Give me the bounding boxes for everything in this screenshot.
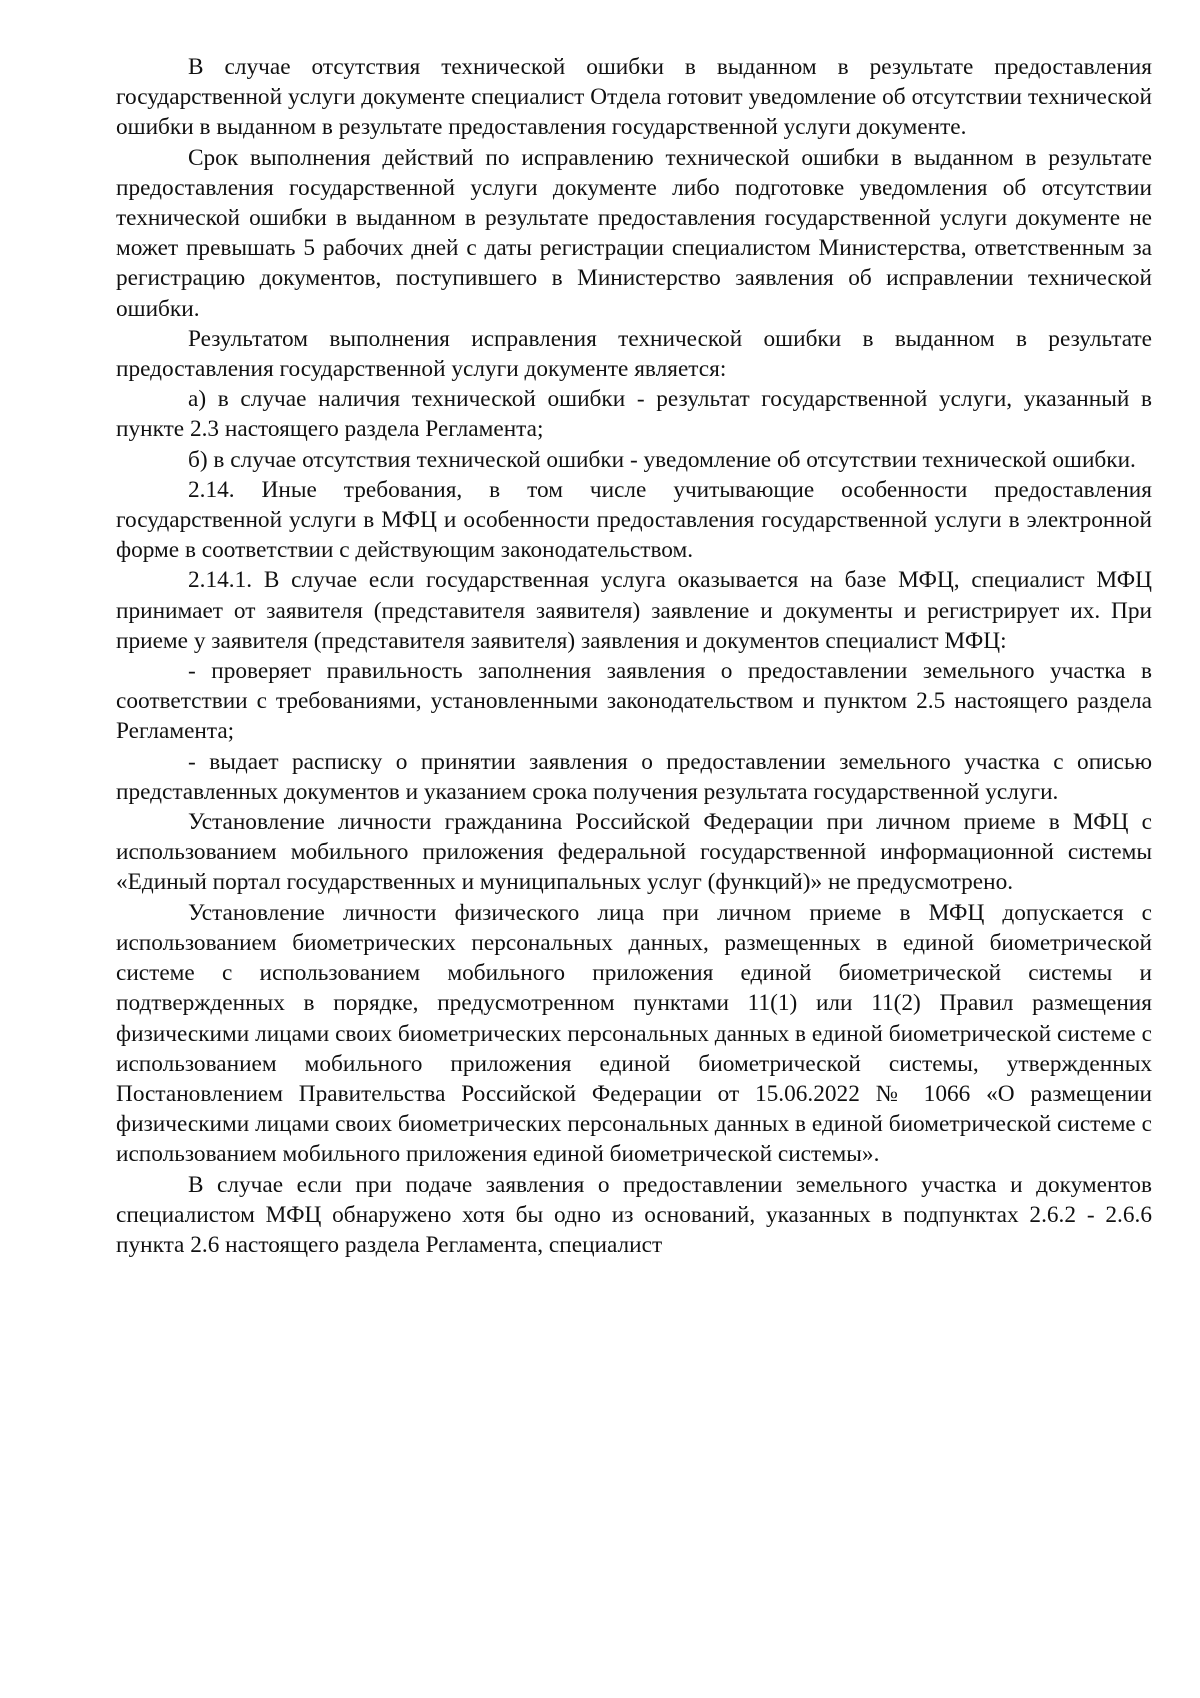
paragraph-grounds-found: В случае если при подаче заявления о предоставлении земельного участка и документов специалистом МФЦ обнаружено хотя бы одно из оснований, указанных в подпунктах 2.6.2 - 2.6.6 пункта 2.6 настоящего раздела Регламента, специалист [116,1171,1152,1258]
paragraph-item-a: а) в случае наличия технической ошибки - результат государственной услуги, указанный в пункте 2.3 настоящего раздела Регламента; [116,386,1152,443]
paragraph-item-b: б) в случае отсутствия технической ошибки - уведомление об отсутствии технической ошибки. [188,446,1136,473]
paragraph-no-error-notice: В случае отсутствия технической ошибки в выданном в результате предоставления государственной услуги документе специалист Отдела готовит уведомление об отсутствии технической ошибки в выданном в результате предоставления государственной услуги документе. [116,54,1152,141]
document-body [116,52,1152,1260]
paragraph-identity-portal: Установление личности гражданина Российской Федерации при личном приеме в МФЦ с использованием мобильного приложения федеральной государственной информационной системы «Единый портал государственных и муниципальных услуг (функций)» не предусмотрено. [116,809,1152,896]
paragraph-bullet-check: - проверяет правильность заполнения заявления о предоставлении земельного участка в соответствии с требованиями, установленными законодательством и пунктом 2.5 настоящего раздела Регламента; [116,658,1152,745]
paragraph-bullet-receipt: - выдает расписку о принятии заявления о предоставлении земельного участка с описью представленных документов и указанием срока получения результата государственной услуги. [116,748,1152,805]
paragraph-correction-deadline: Срок выполнения действий по исправлению технической ошибки в выданном в результате предоставления государственной услуги документе либо подготовке уведомления об отсутствии технической ошибки в выданном в результате предоставления государственной услуги документе не может превышать 5 рабочих дней с даты регистрации специалистом Министерства, ответственным за регистрацию документов, поступившего в Министерство заявления об исправлении технической ошибки. [116,144,1152,322]
paragraph-identity-biometric: Установление личности физического лица при личном приеме в МФЦ допускается с использованием биометрических персональных данных, размещенных в единой биометрической системе с использованием мобильного приложения единой биометрической системы и подтвержденных в порядке, предусмотренном пунктами 11(1) или 11(2) Правил размещения физическими лицами своих биометрических персональных данных в единой биометрической системе с использованием мобильного приложения единой биометрической системы, утвержденных Постановлением Правительства Российской Федерации от 15.06.2022 № 1066 «О размещении физическими лицами своих биометрических персональных данных в единой биометрической системе с использованием мобильного приложения единой биометрической системы». [116,899,1152,1168]
paragraph-section-2-14-1: 2.14.1. В случае если государственная услуга оказывается на базе МФЦ, специалист МФЦ принимает от заявителя (представителя заявителя) заявление и документы и регистрирует их. При приеме у заявителя (представителя заявителя) заявления и документов специалист МФЦ: [116,567,1152,654]
paragraph-section-2-14: 2.14. Иные требования, в том числе учитывающие особенности предоставления государственной услуги в МФЦ и особенности предоставления государственной услуги в электронной форме в соответствии с действующим законодательством. [116,476,1152,564]
paragraph-correction-result: Результатом выполнения исправления технической ошибки в выданном в результате предоставления государственной услуги документе является: [116,325,1152,383]
